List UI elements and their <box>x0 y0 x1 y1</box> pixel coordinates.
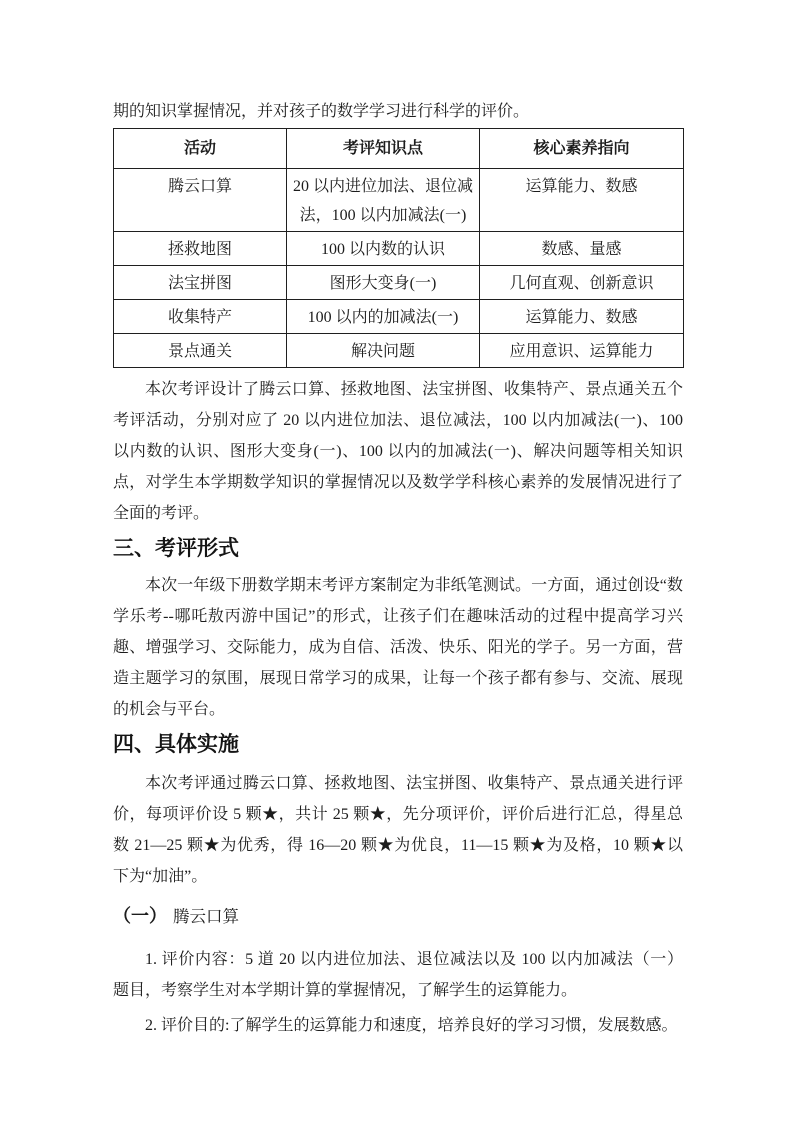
paragraph-implementation <box>113 768 683 892</box>
table-cell: 解决问题 <box>287 334 480 368</box>
text-line: 本次考评通过腾云口算、拯救地图、法宝拼图、收集特产、景点通关进行评 <box>145 775 683 792</box>
text-line: 趣、增强学习、交际能力，成为自信、活泼、快乐、阳光的学子。另一方面，营 <box>113 639 683 656</box>
table-cell: 几何直观、创新意识 <box>480 266 684 300</box>
text-line: 以内数的认识、图形大变身(一)、100 以内的加减法(一)、解决问题等相关知识 <box>113 443 683 460</box>
text-line: 学乐考--哪吒敖丙游中国记”的形式，让孩子们在趣味活动的过程中提高学习兴 <box>113 608 683 625</box>
table-cell: 收集特产 <box>114 300 287 334</box>
table-cell: 运算能力、数感 <box>480 169 684 232</box>
table-row <box>114 169 684 232</box>
text-line: 价，每项评价设 5 颗★，共计 25 颗★，先分项评价，评价后进行汇总，得星总 <box>113 806 683 823</box>
text-line: 数 21—25 颗★为优秀，得 16—20 颗★为优良，11—15 颗★为及格，10 颗★以 <box>113 837 683 854</box>
subsection-heading-mental-math <box>113 902 683 932</box>
table-header-row <box>114 129 684 169</box>
evaluation-table <box>113 128 684 368</box>
table-cell: 腾云口算 <box>114 169 287 232</box>
text-line: 题目，考察学生对本学期计算的掌握情况，了解学生的运算能力。 <box>113 982 578 999</box>
section-heading-evaluation-format: 三、考评形式 <box>113 537 239 560</box>
table-cell: 100 以内的加减法(一) <box>287 300 480 334</box>
subsection-title: 腾云口算 <box>173 907 239 926</box>
table-cell: 图形大变身(一) <box>287 266 480 300</box>
text-line: 造主题学习的氛围，展现日常学习的成果，让每一个孩子都有参与、交流、展现 <box>113 670 683 687</box>
text-line: 2. 评价目的:了解学生的运算能力和速度，培养良好的学习习惯，发展数感。 <box>145 1017 678 1034</box>
table-row <box>114 266 684 300</box>
text-line: 期的知识掌握情况，并对孩子的数学学习进行科学的评价。 <box>113 103 530 120</box>
paragraph-eval-purpose <box>113 1010 683 1041</box>
table-header-cell-activity: 活动 <box>114 129 287 169</box>
table-cell: 应用意识、运算能力 <box>480 334 684 368</box>
text-line: 全面的考评。 <box>113 505 210 522</box>
text-line: 的机会与平台。 <box>113 701 226 718</box>
text-line: 本次一年级下册数学期末考评方案制定为非纸笔测试。一方面，通过创设“数 <box>145 577 683 594</box>
text-line: 考评活动，分别对应了 20 以内进位加法、退位减法，100 以内加减法(一)、100 <box>113 412 683 429</box>
table-row <box>114 334 684 368</box>
table-row <box>114 300 684 334</box>
table-header <box>114 129 684 169</box>
table-header-cell-knowledge: 考评知识点 <box>287 129 480 169</box>
table-cell: 20 以内进位加法、退位减法，100 以内加减法(一) <box>287 169 480 232</box>
table-cell: 景点通关 <box>114 334 287 368</box>
intro-paragraph <box>113 96 683 127</box>
table-row <box>114 232 684 266</box>
table-header-cell-literacy: 核心素养指向 <box>480 129 684 169</box>
text-line: 1. 评价内容：5 道 20 以内进位加法、退位减法以及 100 以内加减法（一） <box>145 951 683 968</box>
table-cell: 数感、量感 <box>480 232 684 266</box>
table-body <box>114 169 684 368</box>
paragraph-overview <box>113 374 683 529</box>
paragraph-eval-content <box>113 944 683 1006</box>
table-cell: 法宝拼图 <box>114 266 287 300</box>
table-cell: 100 以内数的认识 <box>287 232 480 266</box>
table-cell: 拯救地图 <box>114 232 287 266</box>
subsection-number: （一） <box>113 906 167 926</box>
text-line: 本次考评设计了腾云口算、拯救地图、法宝拼图、收集特产、景点通关五个 <box>145 381 683 398</box>
table-cell: 运算能力、数感 <box>480 300 684 334</box>
text-line: 点，对学生本学期数学知识的掌握情况以及数学学科核心素养的发展情况进行了 <box>113 474 683 491</box>
paragraph-format <box>113 570 683 725</box>
section-heading-implementation: 四、具体实施 <box>113 733 239 756</box>
text-line: 下为“加油”。 <box>113 868 208 885</box>
